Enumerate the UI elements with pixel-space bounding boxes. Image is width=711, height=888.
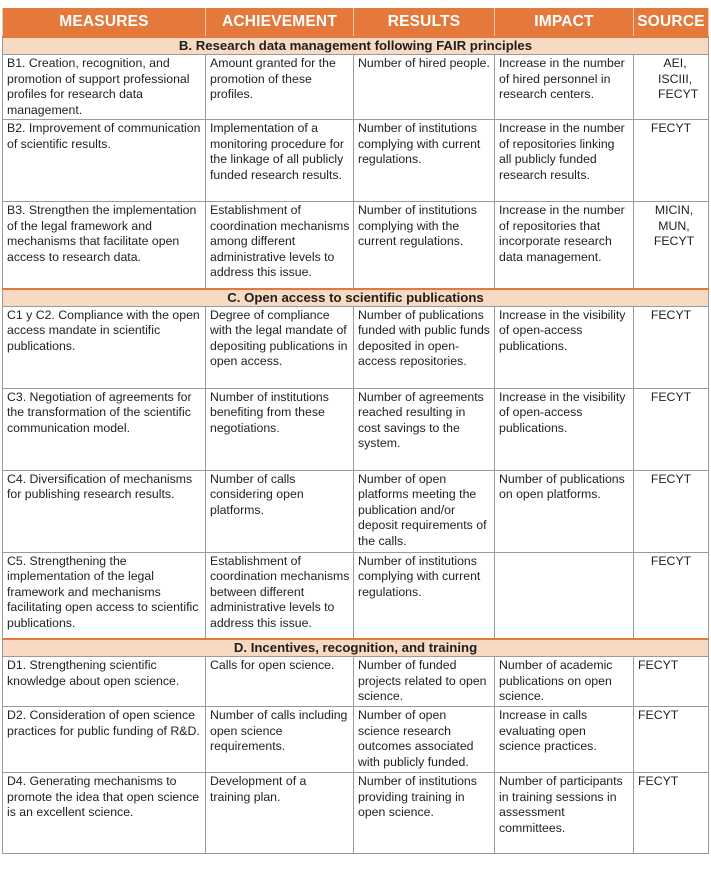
impact-cell: Increase in the visibility of open-access publications. <box>495 306 634 388</box>
impact-cell: Increase in the number of repositories that incorporate research data management. <box>495 202 634 289</box>
achievement-cell: Establishment of coordination mechanisms between different administrative levels to address this issue. <box>206 552 354 639</box>
table-row <box>3 657 709 707</box>
source-cell: AEI, ISCIII, FECYT <box>634 55 709 120</box>
header-measures: MEASURES <box>3 8 206 37</box>
achievement-cell: Degree of compliance with the legal mandate of depositing publications in open access. <box>206 306 354 388</box>
achievement-cell: Development of a training plan. <box>206 773 354 854</box>
achievement-cell: Calls for open science. <box>206 657 354 707</box>
measures-table <box>2 8 709 854</box>
results-cell: Number of institutions complying with current regulations. <box>354 552 495 639</box>
achievement-cell: Number of calls including open science requirements. <box>206 707 354 773</box>
measure-cell: D4. Generating mechanisms to promote the idea that open science is an excellent science. <box>3 773 206 854</box>
results-cell: Number of institutions complying with current regulations. <box>354 120 495 202</box>
impact-cell <box>495 552 634 639</box>
achievement-cell: Establishment of coordination mechanisms among different administrative levels to address this issue. <box>206 202 354 289</box>
source-cell: FECYT <box>634 773 709 854</box>
results-cell: Number of institutions complying with the current regulations. <box>354 202 495 289</box>
table-row <box>3 202 709 289</box>
table-row <box>3 306 709 388</box>
results-cell: Number of open science research outcomes associated with publicly funded. <box>354 707 495 773</box>
header-row <box>3 8 709 37</box>
header-results: RESULTS <box>354 8 495 37</box>
section-header <box>3 639 709 657</box>
source-cell: MICIN, MUN, FECYT <box>634 202 709 289</box>
measure-cell: B1. Creation, recognition, and promotion of support professional profiles for research data management. <box>3 55 206 120</box>
results-cell: Number of institutions providing training in open science. <box>354 773 495 854</box>
measure-cell: C3. Negotiation of agreements for the transformation of the scientific communication model. <box>3 388 206 470</box>
results-cell: Number of funded projects related to open science. <box>354 657 495 707</box>
impact-cell: Increase in the visibility of open-access publications. <box>495 388 634 470</box>
measure-cell: B2. Improvement of communication of scientific results. <box>3 120 206 202</box>
impact-cell: Number of publications on open platforms. <box>495 470 634 552</box>
measure-cell: D1. Strengthening scientific knowledge about open science. <box>3 657 206 707</box>
achievement-cell: Implementation of a monitoring procedure for the linkage of all publicly funded research results. <box>206 120 354 202</box>
table-row <box>3 120 709 202</box>
measure-cell: C1 y C2. Compliance with the open access mandate in scientific publications. <box>3 306 206 388</box>
source-cell: FECYT <box>634 552 709 639</box>
achievement-cell: Number of calls considering open platforms. <box>206 470 354 552</box>
results-cell: Number of open platforms meeting the publication and/or deposit requirements of the calls. <box>354 470 495 552</box>
results-cell: Number of agreements reached resulting in cost savings to the system. <box>354 388 495 470</box>
impact-cell: Increase in the number of hired personnel in research centers. <box>495 55 634 120</box>
impact-cell: Number of academic publications on open science. <box>495 657 634 707</box>
source-cell: FECYT <box>634 707 709 773</box>
impact-cell: Increase in calls evaluating open science practices. <box>495 707 634 773</box>
section-title: B. Research data management following FAIR principles <box>3 37 709 55</box>
table-row <box>3 470 709 552</box>
achievement-cell: Number of institutions benefiting from these negotiations. <box>206 388 354 470</box>
results-cell: Number of publications funded with public funds deposited in open-access repositories. <box>354 306 495 388</box>
source-cell: FECYT <box>634 306 709 388</box>
measure-cell: D2. Consideration of open science practices for public funding of R&D. <box>3 707 206 773</box>
header-achievement: ACHIEVEMENT <box>206 8 354 37</box>
achievement-cell: Amount granted for the promotion of these profiles. <box>206 55 354 120</box>
source-cell: FECYT <box>634 470 709 552</box>
source-cell: FECYT <box>634 657 709 707</box>
section-header <box>3 37 709 55</box>
section-title: C. Open access to scientific publications <box>3 289 709 307</box>
header-source: SOURCE <box>634 8 709 37</box>
header-impact: IMPACT <box>495 8 634 37</box>
impact-cell: Increase in the number of repositories linking all publicly funded research results. <box>495 120 634 202</box>
table-row <box>3 388 709 470</box>
section-header <box>3 289 709 307</box>
source-cell: FECYT <box>634 120 709 202</box>
table-row <box>3 552 709 639</box>
table-row <box>3 55 709 120</box>
measure-cell: B3. Strengthen the implementation of the legal framework and mechanisms that facilitate open access to research data. <box>3 202 206 289</box>
results-cell: Number of hired people. <box>354 55 495 120</box>
section-title: D. Incentives, recognition, and training <box>3 639 709 657</box>
impact-cell: Number of participants in training sessions in assessment committees. <box>495 773 634 854</box>
measure-cell: C5. Strengthening the implementation of the legal framework and mechanisms facilitating open access to scientific publications. <box>3 552 206 639</box>
table-row <box>3 707 709 773</box>
measure-cell: C4. Diversification of mechanisms for publishing research results. <box>3 470 206 552</box>
table-row <box>3 773 709 854</box>
source-cell: FECYT <box>634 388 709 470</box>
